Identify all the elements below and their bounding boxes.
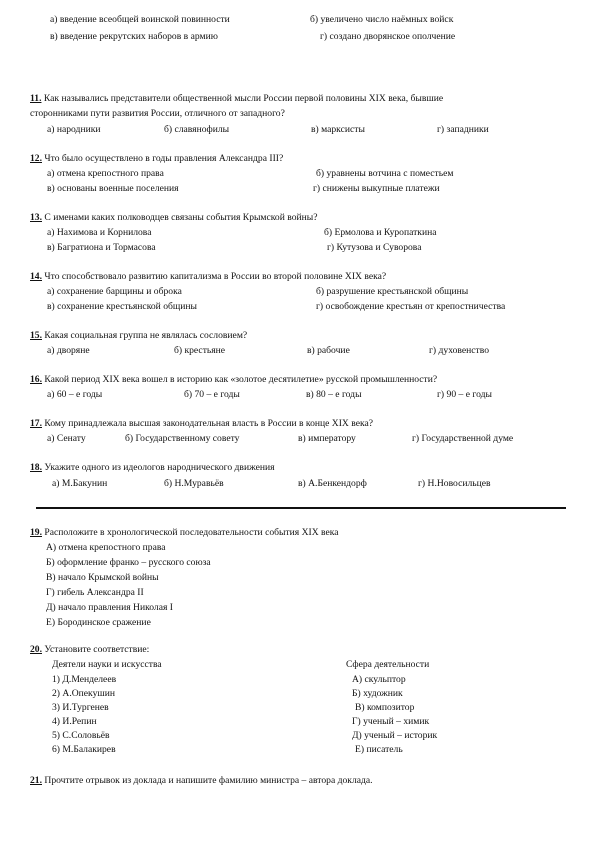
q19-item: А) отмена крепостного права: [46, 542, 166, 553]
q20-right-item: Д) ученый – историк: [352, 730, 438, 741]
question-number: 16.: [30, 374, 42, 385]
q11-option-b: б) славянофилы: [164, 124, 230, 135]
option-b: б) увеличено число наёмных войск: [310, 14, 454, 25]
question-21: [30, 775, 373, 787]
question-text: Что способствовало развитию капитализма в России во второй половине XIX века?: [42, 271, 387, 282]
question-text: С именами каких полководцев связаны события Крымской войны?: [42, 212, 318, 223]
question-text: Кому принадлежала высшая законодательная власть в России в конце XIX века?: [42, 418, 374, 429]
q20-left-item: 1) Д.Менделеев: [52, 674, 117, 685]
question-number: 18.: [30, 462, 42, 473]
question-number: 19.: [30, 527, 42, 538]
q17-option-a: а) Сенату: [47, 433, 86, 444]
q19-item: Г) гибель Александра II: [46, 587, 144, 598]
q14-option-b: б) разрушение крестьянской общины: [316, 286, 469, 297]
q17-option-c: в) императору: [298, 433, 356, 444]
question-18: [30, 462, 275, 474]
q16-option-b: б) 70 – е годы: [184, 389, 240, 400]
q18-option-d: г) Н.Новосильцев: [418, 478, 491, 489]
q19-item: В) начало Крымской войны: [46, 572, 159, 583]
question-number: 11.: [30, 93, 42, 104]
q14-option-c: в) сохранение крестьянской общины: [47, 301, 197, 312]
question-11: [30, 93, 443, 105]
q16-option-d: г) 90 – е годы: [437, 389, 492, 400]
question-12: [30, 153, 283, 165]
question-15: [30, 330, 247, 342]
question-17: [30, 418, 373, 430]
q20-right-item: Г) ученый – химик: [352, 716, 430, 727]
question-text: Какая социальная группа не являлась сословием?: [42, 330, 248, 341]
q19-item: Е) Бородинское сражение: [46, 617, 151, 628]
q12-option-b: б) уравнены вотчина с поместьем: [316, 168, 454, 179]
q20-right-item: Б) художник: [352, 688, 403, 699]
q12-option-d: г) снижены выкупные платежи: [313, 183, 440, 194]
question-text: Укажите одного из идеологов народнического движения: [42, 462, 275, 473]
question-text: Установите соответствие:: [42, 644, 150, 655]
q14-option-d: г) освобождение крестьян от крепостничества: [316, 301, 506, 312]
q15-option-d: г) духовенство: [429, 345, 490, 356]
q15-option-b: б) крестьяне: [174, 345, 226, 356]
q13-option-a: а) Нахимова и Корнилова: [47, 227, 152, 238]
question-19: [30, 527, 339, 539]
q14-option-a: а) сохранение барщины и оброка: [47, 286, 182, 297]
question-number: 20.: [30, 644, 42, 655]
q15-option-c: в) рабочие: [307, 345, 350, 356]
q20-left-item: 2) А.Опекушин: [52, 688, 116, 699]
question-number: 12.: [30, 153, 42, 164]
q12-option-c: в) основаны военные поселения: [47, 183, 179, 194]
q20-right-item: В) композитор: [355, 702, 415, 713]
q11-option-c: в) марксисты: [311, 124, 365, 135]
q17-option-d: г) Государственной думе: [412, 433, 514, 444]
q13-option-d: г) Кутузова и Суворова: [327, 242, 422, 253]
question-11-line2: сторонниками пути развития России, отличного от западного?: [30, 108, 285, 119]
q16-option-a: а) 60 – е годы: [47, 389, 103, 400]
option-c: в) введение рекрутских наборов в армию: [50, 31, 218, 42]
q20-left-item: 4) И.Репин: [52, 716, 97, 727]
q17-option-b: б) Государственному совету: [125, 433, 240, 444]
question-text: Прочтите отрывок из доклада и напишите фамилию министра – автора доклада.: [42, 775, 373, 786]
q20-left-item: 5) С.Соловьёв: [52, 730, 110, 741]
q18-option-a: а) М.Бакунин: [52, 478, 108, 489]
question-text: Как назывались представители общественной мысли России первой половины XIX века, бывшие: [41, 93, 444, 104]
q20-right-header: Сфера деятельности: [346, 659, 430, 670]
q18-option-b: б) Н.Муравьёв: [164, 478, 224, 489]
question-text: Расположите в хронологической последовательности события XIX века: [42, 527, 339, 538]
option-a: а) введение всеобщей воинской повинности: [50, 14, 230, 25]
question-number: 14.: [30, 271, 42, 282]
question-text: Какой период XIX века вошел в историю как «золотое десятилетие» русской промышленности?: [42, 374, 438, 385]
section-divider: [36, 507, 566, 509]
question-13: [30, 212, 318, 224]
q13-option-b: б) Ермолова и Куропаткина: [324, 227, 437, 238]
q19-item: Б) оформление франко – русского союза: [46, 557, 211, 568]
q15-option-a: а) дворяне: [47, 345, 90, 356]
q20-left-item: 3) И.Тургенев: [52, 702, 109, 713]
q12-option-a: а) отмена крепостного права: [47, 168, 164, 179]
q20-right-item: А) скульптор: [352, 674, 406, 685]
q20-left-header: Деятели науки и искусства: [52, 659, 162, 670]
question-20: [30, 644, 149, 656]
q18-option-c: в) А.Бенкендорф: [298, 478, 367, 489]
q20-left-item: 6) М.Балакирев: [52, 744, 116, 755]
question-number: 17.: [30, 418, 42, 429]
question-text: Что было осуществлено в годы правления Александра III?: [42, 153, 284, 164]
q11-option-d: г) западники: [437, 124, 489, 135]
q11-option-a: а) народники: [47, 124, 101, 135]
q20-right-item: Е) писатель: [355, 744, 403, 755]
question-number: 15.: [30, 330, 42, 341]
question-16: [30, 374, 437, 386]
q13-option-c: в) Багратиона и Тормасова: [47, 242, 156, 253]
q19-item: Д) начало правления Николая I: [46, 602, 173, 613]
question-number: 21.: [30, 775, 42, 786]
q16-option-c: в) 80 – е годы: [306, 389, 362, 400]
question-14: [30, 271, 386, 283]
option-d: г) создано дворянское ополчение: [320, 31, 456, 42]
question-number: 13.: [30, 212, 42, 223]
